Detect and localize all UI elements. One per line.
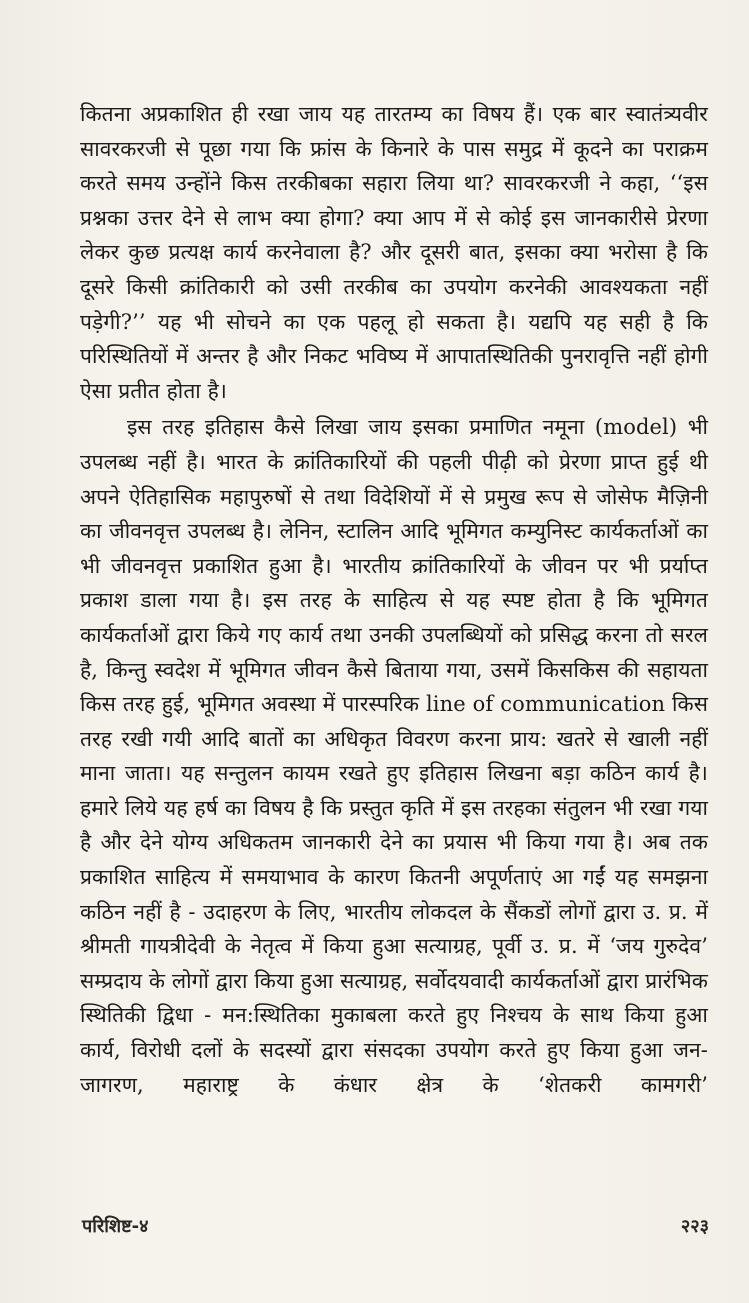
page-footer [82,1214,709,1238]
paragraph-1: कितना अप्रकाशित ही रखा जाय यह तारतम्य का विषय हैं। एक बार स्वातंत्र्यवीर सावरकरजी से पूछा गया कि फ्रांस के किनारे के पास समुद्र में कूदने का पराक्रम करते समय उन्होंने किस तरकीबका सहारा लिया था? सावरकरजी ने कहा, ‘‘इस प्रश्नका उत्तर देने से लाभ क्या होगा? क्या आप में से कोई इस जानकारीसे प्रेरणा लेकर कुछ प्रत्यक्ष कार्य करनेवाला है? और दूसरी बात, इसका क्या भरोसा है कि दूसरे किसी क्रांतिकारी को उसी तरकीब का उपयोग करनेकी आवश्यकता नहीं पड़ेगी?’’ यह भी सोचने का एक पहलू हो सकता है। यद्यपि यह सही है कि परिस्थितियों में अन्तर है और निकट भविष्य में आपातस्थितिकी पुनरावृत्ति नहीं होगी ऐसा प्रतीत होता है। [80,102,708,403]
footer-section-label: परिशिष्ट-४ [82,1216,149,1237]
page-number: २२३ [680,1216,709,1237]
body-text [80,97,708,1102]
paragraph-2: इस तरह इतिहास कैसे लिखा जाय इसका प्रमाणित नमूना (model) भी उपलब्ध नहीं है। भारत के क्रांतिकारियों की पहली पीढ़ी को प्रेरणा प्राप्त हुई थी अपने ऐतिहासिक महापुरुषों से तथा विदेशियों में से प्रमुख रूप से जोसेफ मैज़िनी का जीवनवृत्त उपलब्ध है। लेनिन, स्टालिन आदि भूमिगत कम्युनिस्ट कार्यकर्ताओं का भी जीवनवृत्त प्रकाशित हुआ है। भारतीय क्रांतिकारियों के जीवन पर भी प्रर्याप्त प्रकाश डाला गया है। इस तरह के साहित्य से यह स्पष्ट होता है कि भूमिगत कार्यकर्ताओं द्वारा किये गए कार्य तथा उनकी उपलब्धियों को प्रसिद्ध करना तो सरल है, किन्तु स्वदेश में भूमिगत जीवन कैसे बिताया गया, उसमें किसकिस की सहायता किस तरह हुई, भूमिगत अवस्था में पारस्परिक line of communication किस तरह रखी गयी आदि बातों का अधिकृत विवरण करना प्राय: खतरे से खाली नहीं माना जाता। यह सन्तुलन कायम रखते हुए इतिहास लिखना बड़ा कठिन कार्य है। हमारे लिये यह हर्ष का विषय है कि प्रस्तुत कृति में इस तरहका संतुलन भी रखा गया है और देने योग्य अधिकतम जानकारी देने का प्रयास भी किया गया है। अब तक प्रकाशित साहित्य में समयाभाव के कारण कितनी अपूर्णताएं आ गईं यह समझना कठिन नहीं है - उदाहरण के लिए, भारतीय लोकदल के सैंकडों लोगों द्वारा उ. प्र. में श्रीमती गायत्रीदेवी के नेतृत्व में किया हुआ सत्याग्रह, पूर्वी उ. प्र. में ‘जय गुरुदेव’ सम्प्रदाय के लोगों द्वारा किया हुआ सत्याग्रह, सर्वोदयवादी कार्यकर्ताओं द्वारा प्रारंभिक स्थितिकी द्विधा - मन:स्थितिका मुकाबला करते हुए निश्चय के साथ किया हुआ कार्य, विरोधी दलों के सदस्यों द्वारा संसदका उपयोग करते हुए किया हुआ जन-जागरण, महाराष्ट्र के कंधार क्षेत्र के ‘शेतकरी कामगरी’ [80,415,708,1097]
